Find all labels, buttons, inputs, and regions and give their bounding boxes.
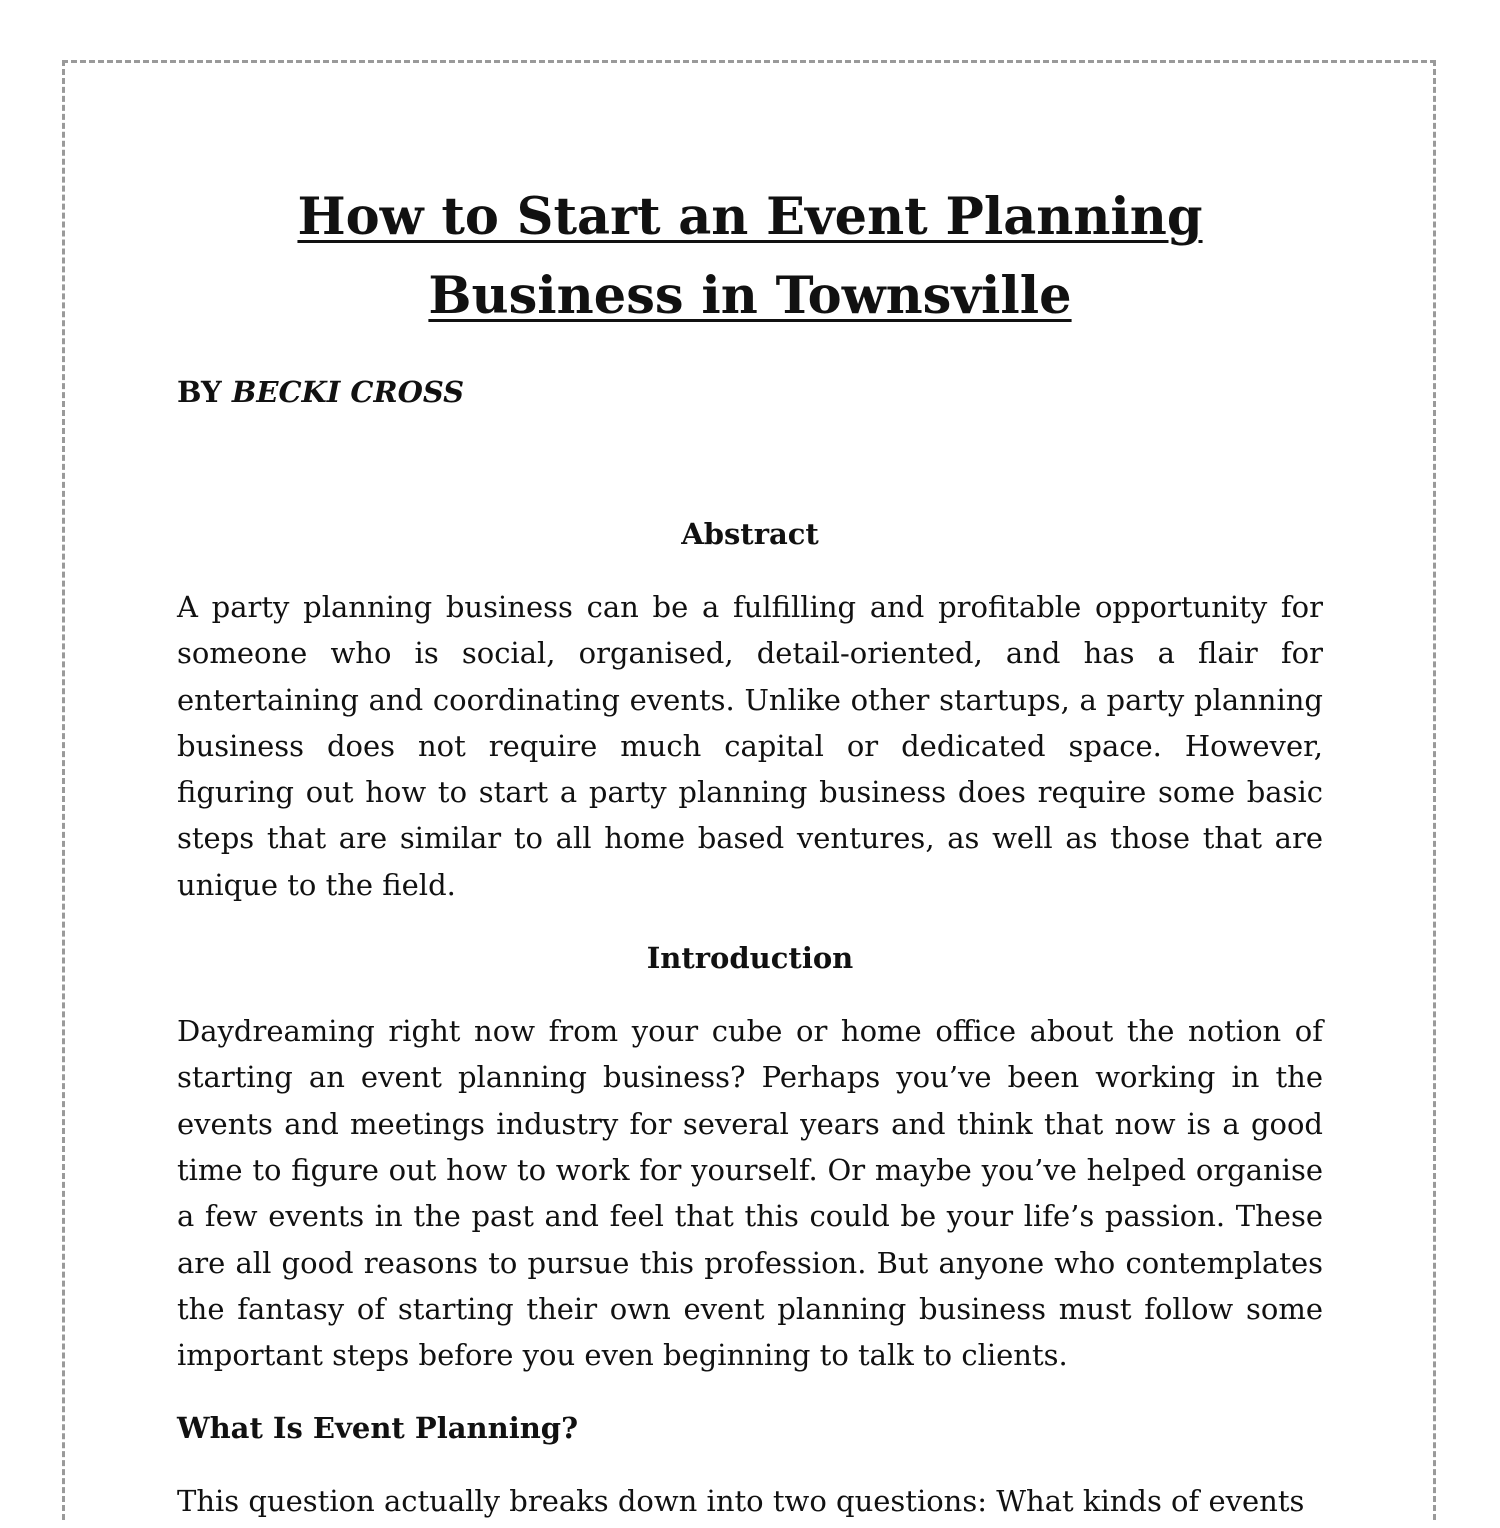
abstract-paragraph: A party planning business can be a fulfilling and profitable opportunity for someone who is social, organised, detail-oriented, and has a flair for entertaining and coordinating events. Unlike other startups, a party planning business does not require much capital or dedicated space. However, figuring out how to start a party planning business does require some basic steps that are similar to all home based ventures, as well as those that are unique to the field. <box>177 590 1323 902</box>
byline-prefix: BY <box>177 375 222 409</box>
introduction-paragraph: Daydreaming right now from your cube or home office about the notion of starting an event planning business? Perhaps you’ve been working in the events and meetings industry for several years and think that now is a good time to figure out how to work for yourself. Or maybe you’ve helped organise a few events in the past and feel that this could be your life’s passion. These are all good reasons to pursue this profession. But anyone who contemplates the fantasy of starting their own event planning business must follow some important steps before you even beginning to talk to clients. <box>177 1014 1323 1373</box>
document-body <box>177 178 1323 1528</box>
document-title: How to Start an Event Planning Business in Townsville <box>297 187 1203 326</box>
what-is-event-planning-heading: What Is Event Planning? <box>177 1411 579 1446</box>
author-name: BECKI CROSS <box>231 375 465 409</box>
what-is-event-planning-paragraph: This question actually breaks down into two questions: What kinds of events <box>177 1484 1305 1519</box>
abstract-heading: Abstract <box>681 517 819 551</box>
introduction-heading: Introduction <box>646 941 854 976</box>
byline <box>177 374 1323 410</box>
